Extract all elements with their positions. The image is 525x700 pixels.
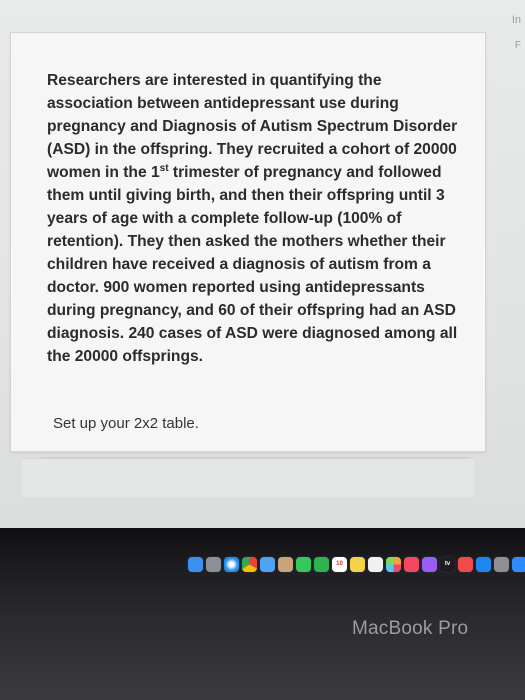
question-card	[10, 32, 486, 452]
screen-right-edge	[497, 0, 525, 528]
calendar-icon[interactable]: 10	[332, 557, 347, 572]
photos-icon[interactable]	[386, 557, 401, 572]
launchpad-icon[interactable]	[206, 557, 221, 572]
question-superscript: st	[159, 162, 169, 174]
instruction-text: Set up your 2x2 table.	[53, 415, 199, 432]
dock	[188, 552, 525, 576]
contacts-icon[interactable]	[278, 557, 293, 572]
mail-icon[interactable]	[260, 557, 275, 572]
podcasts-icon[interactable]	[422, 557, 437, 572]
facetime-icon[interactable]	[314, 557, 329, 572]
edge-text-top: In	[511, 14, 521, 26]
finder-icon[interactable]	[188, 557, 203, 572]
settings-icon[interactable]	[494, 557, 509, 572]
answer-panel[interactable]	[22, 458, 474, 497]
macbook-pro-label: MacBook Pro	[352, 618, 469, 639]
messages-icon[interactable]	[296, 557, 311, 572]
edge-text-second: F	[514, 40, 521, 51]
zoom-icon[interactable]	[512, 557, 525, 572]
question-text-part1: Researchers are interested in quantifying the association between antidepressant use during pregnancy and Diagnosis of Autism Spectrum Disorder (ASD) in the offspring. They recruited a cohort of 20000 women in the 1	[47, 72, 458, 181]
notes-icon[interactable]	[350, 557, 365, 572]
music-icon[interactable]	[404, 557, 419, 572]
chrome-icon[interactable]	[242, 557, 257, 572]
safari-icon[interactable]	[224, 557, 239, 572]
reminders-icon[interactable]	[368, 557, 383, 572]
appstore-icon[interactable]	[476, 557, 491, 572]
question-text-part2: trimester of pregnancy and followed them until giving birth, and then their offspring until 3 years of age with a complete follow-up (100% of retention). They then asked the mothers whether their children have received a diagnosis of autism from a doctor. 900 women reported using antidepressants during pregnancy, and 60 of their offspring had an ASD diagnosis. 240 cases of ASD were diagnosed among all the 20000 offsprings.	[47, 164, 458, 365]
tv-icon[interactable]: tv	[440, 557, 455, 572]
question-text	[47, 69, 467, 368]
news-icon[interactable]	[458, 557, 473, 572]
